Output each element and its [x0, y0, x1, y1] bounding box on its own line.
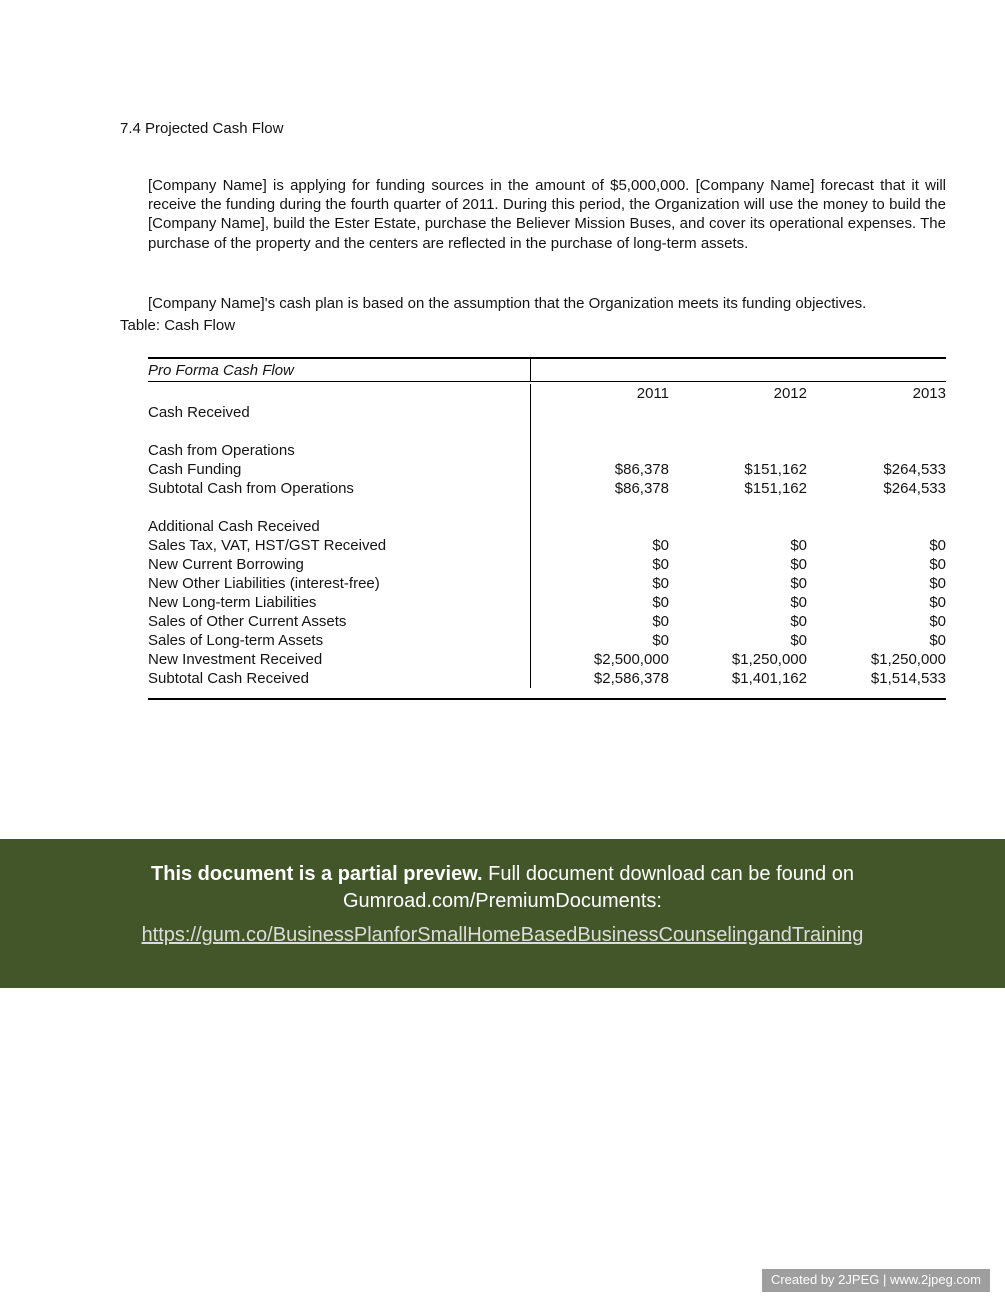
banner-link-wrap	[0, 924, 1005, 947]
cashflow-table-body	[148, 384, 946, 698]
table-row	[148, 574, 946, 593]
row-value: $0	[652, 537, 669, 554]
row-value: $151,162	[744, 461, 807, 478]
row-value	[807, 498, 946, 517]
row-value: $0	[929, 632, 946, 649]
row-label: Cash Funding	[148, 460, 531, 479]
preview-banner	[0, 839, 1005, 988]
row-value	[531, 441, 669, 460]
row-value: $0	[652, 575, 669, 592]
row-value: $0	[929, 556, 946, 573]
row-value: $0	[790, 594, 807, 611]
row-value: $1,250,000	[731, 651, 807, 668]
cashflow-table-rows	[148, 403, 946, 688]
table-row	[148, 422, 946, 441]
table-row	[148, 669, 946, 688]
row-value	[531, 498, 669, 517]
row-value	[807, 422, 946, 441]
row-label: Additional Cash Received	[148, 517, 531, 536]
row-value: $0	[929, 537, 946, 554]
row-value: $151,162	[744, 480, 807, 497]
table-title: Pro Forma Cash Flow	[148, 359, 531, 381]
table-row	[148, 593, 946, 612]
row-value: $0	[790, 556, 807, 573]
body-paragraph-2: [Company Name]'s cash plan is based on the assumption that the Organization meets its funding objectives.	[148, 295, 867, 312]
banner-regular-text: Full document download can be found on Gumroad.com/PremiumDocuments:	[343, 863, 854, 912]
row-label: Sales Tax, VAT, HST/GST Received	[148, 536, 531, 555]
row-label	[148, 422, 531, 441]
row-value	[531, 403, 669, 422]
row-value: $0	[652, 594, 669, 611]
body-paragraph-1: [Company Name] is applying for funding sources in the amount of $5,000,000. [Company Name] forecast that it will receive the funding during the fourth quarter of 2011. During this period, the Organization will use the money to build the [Company Name], build the Ester Estate, purchase the Believer Mission Buses, and cover its operational expenses. The purchase of the property and the centers are reflected in the purchase of long-term assets.	[148, 177, 946, 252]
row-label: Subtotal Cash from Operations	[148, 479, 531, 498]
row-value: $0	[790, 537, 807, 554]
table-row	[148, 650, 946, 669]
row-label: New Long-term Liabilities	[148, 593, 531, 612]
row-value: $2,586,378	[593, 670, 669, 687]
table-title-row	[148, 359, 946, 382]
table-row	[148, 631, 946, 650]
row-value: $264,533	[883, 461, 946, 478]
row-value: $0	[790, 613, 807, 630]
table-row	[148, 536, 946, 555]
row-value: $0	[652, 613, 669, 630]
year-header-spacer	[148, 384, 531, 403]
row-label: Sales of Long-term Assets	[148, 631, 531, 650]
year-header: 2012	[773, 385, 807, 402]
table-title-spacer	[669, 359, 807, 381]
row-label: New Current Borrowing	[148, 555, 531, 574]
row-value: $264,533	[883, 480, 946, 497]
row-value: $2,500,000	[593, 651, 669, 668]
table-row	[148, 612, 946, 631]
row-value: $86,378	[614, 480, 669, 497]
row-label: Cash from Operations	[148, 441, 531, 460]
table-row	[148, 441, 946, 460]
row-value: $1,401,162	[731, 670, 807, 687]
row-label: Subtotal Cash Received	[148, 669, 531, 688]
table-year-header-row	[148, 384, 946, 403]
row-value: $0	[929, 594, 946, 611]
row-value	[807, 517, 946, 536]
table-title-spacer	[807, 359, 946, 381]
row-value: $86,378	[614, 461, 669, 478]
table-row	[148, 403, 946, 422]
row-label: Sales of Other Current Assets	[148, 612, 531, 631]
row-label	[148, 498, 531, 517]
credit-stamp: Created by 2JPEG | www.2jpeg.com	[762, 1269, 990, 1292]
row-value	[531, 422, 669, 441]
row-value	[669, 498, 807, 517]
row-value: $0	[652, 556, 669, 573]
row-label: Cash Received	[148, 403, 531, 422]
row-value: $1,514,533	[870, 670, 946, 687]
row-value: $0	[929, 613, 946, 630]
row-value	[669, 517, 807, 536]
row-value	[669, 422, 807, 441]
row-value	[807, 441, 946, 460]
row-value: $0	[790, 632, 807, 649]
row-value: $0	[790, 575, 807, 592]
cashflow-table	[148, 357, 946, 700]
row-value: $0	[652, 632, 669, 649]
row-label: New Investment Received	[148, 650, 531, 669]
row-value	[807, 403, 946, 422]
row-value	[669, 441, 807, 460]
table-title-spacer	[531, 359, 669, 381]
row-value	[531, 517, 669, 536]
table-row	[148, 498, 946, 517]
table-caption: Table: Cash Flow	[120, 317, 236, 334]
row-value: $1,250,000	[870, 651, 946, 668]
year-header: 2011	[636, 385, 669, 402]
row-value	[669, 403, 807, 422]
year-header: 2013	[912, 385, 946, 402]
banner-text	[88, 861, 918, 915]
row-value: $0	[929, 575, 946, 592]
section-heading: 7.4 Projected Cash Flow	[120, 120, 284, 137]
table-row	[148, 479, 946, 498]
table-row	[148, 555, 946, 574]
banner-bold-text: This document is a partial preview.	[151, 863, 483, 885]
table-row	[148, 517, 946, 536]
row-label: New Other Liabilities (interest-free)	[148, 574, 531, 593]
table-row	[148, 460, 946, 479]
gumroad-link[interactable]: https://gum.co/BusinessPlanforSmallHomeBasedBusinessCounselingandTraining	[141, 924, 864, 946]
